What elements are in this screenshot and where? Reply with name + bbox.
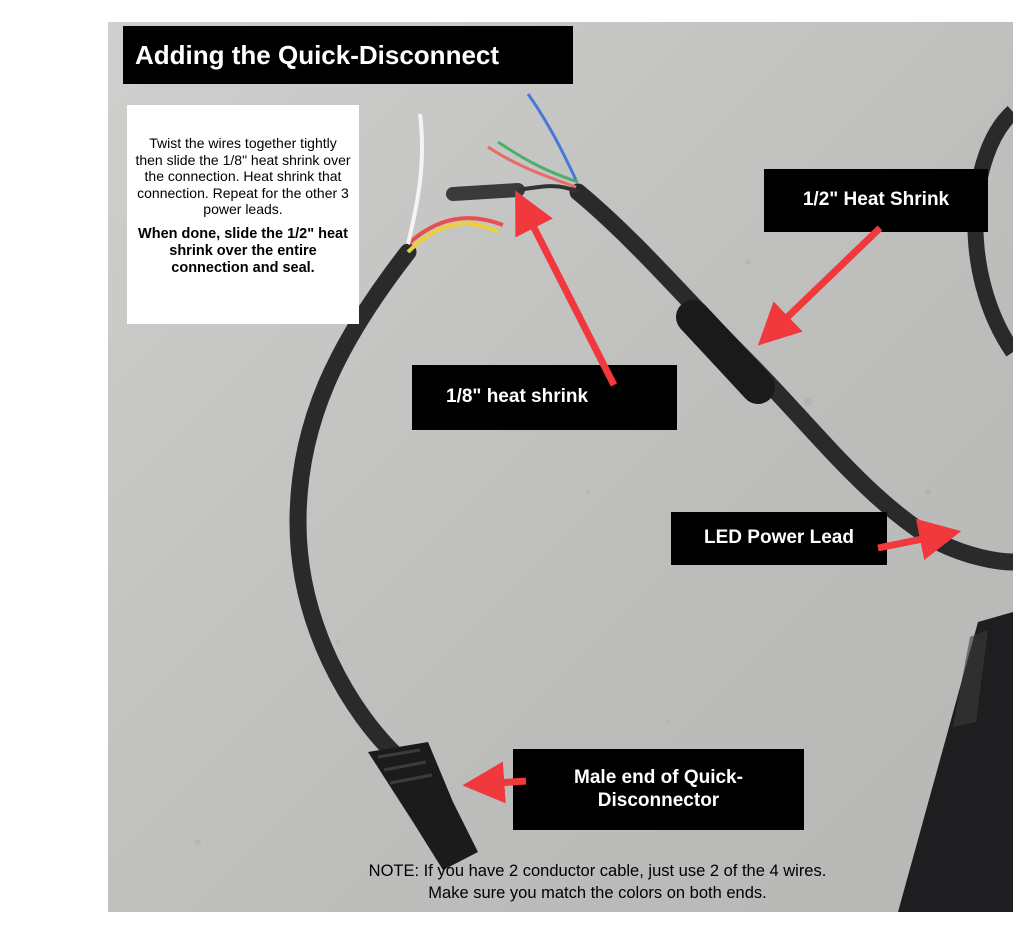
title-text: Adding the Quick-Disconnect bbox=[135, 39, 500, 70]
eighth-inch-heat-shrink bbox=[453, 190, 518, 194]
label-text: 1/8" heat shrink bbox=[446, 386, 589, 408]
half-inch-heat-shrink bbox=[693, 317, 758, 387]
label-text: LED Power Lead bbox=[704, 527, 854, 549]
quick-disconnect-cable bbox=[298, 252, 408, 762]
label-text: 1/2" Heat Shrink bbox=[802, 189, 950, 211]
eighth-inch-heat-shrink-label bbox=[412, 365, 677, 430]
quick-disconnect-connector bbox=[368, 742, 478, 870]
instructions-paragraph: Twist the wires together tightly then slide the 1/8" heat shrink over the connection. Heat shrink that connection. Repeat for the other 3 power leads. bbox=[135, 135, 351, 218]
half-inch-heat-shrink-label bbox=[764, 169, 988, 232]
instructions-box bbox=[127, 105, 359, 324]
male-end-label bbox=[513, 749, 804, 830]
label-text: Male end of Quick-Disconnector bbox=[574, 766, 743, 811]
led-power-lead-label bbox=[671, 512, 887, 565]
page-title bbox=[123, 26, 573, 84]
instructions-final-step: When done, slide the 1/2" heat shrink over the entire connection and seal. bbox=[138, 225, 348, 276]
note-text: NOTE: If you have 2 conductor cable, just use 2 of the 4 wires. Make sure you match the colors on both ends. bbox=[368, 862, 827, 903]
